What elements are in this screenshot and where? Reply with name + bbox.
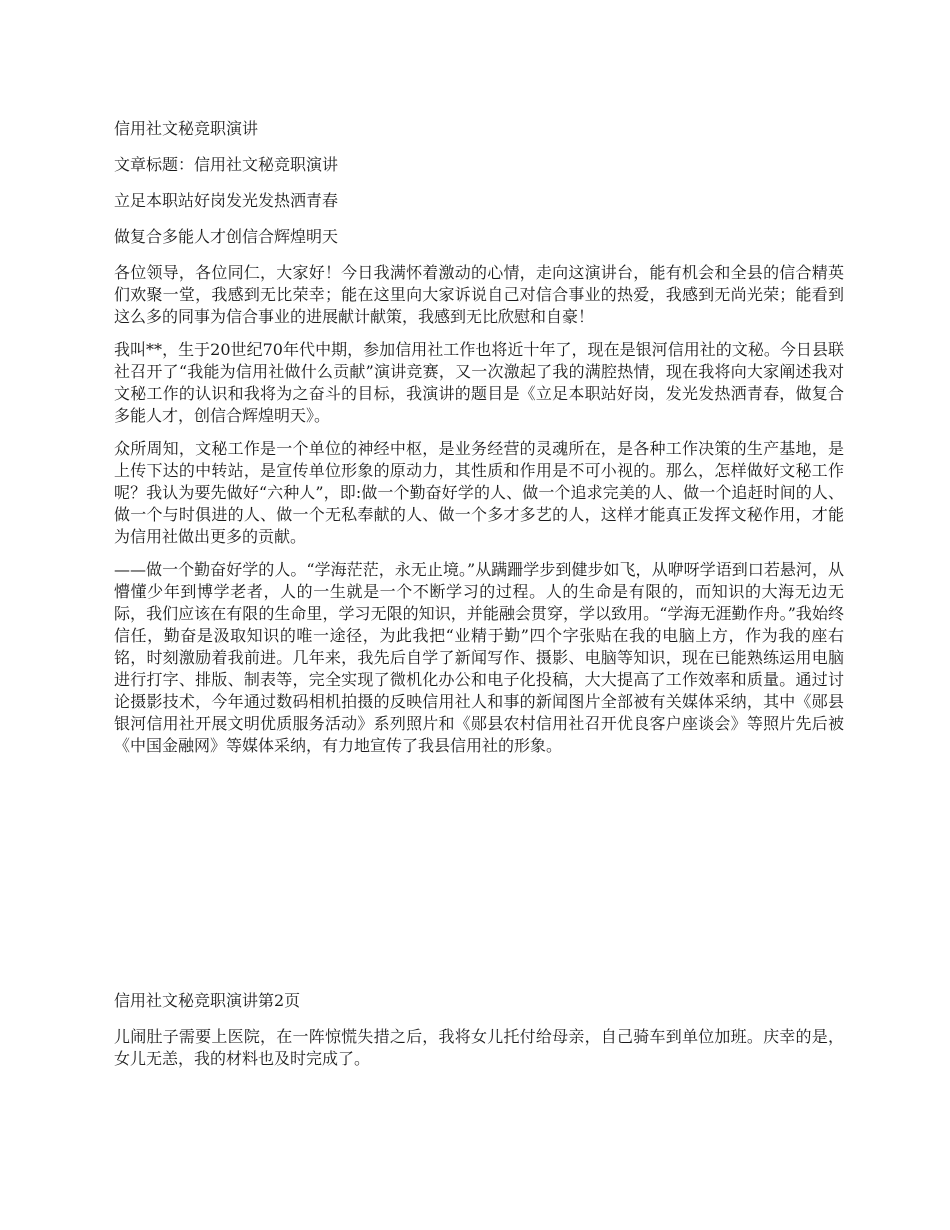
subtitle-1: 立足本职站好岗发光发热洒青春 (114, 191, 339, 210)
page-2-title: 信用社文秘竞职演讲第2页 (114, 991, 301, 1010)
paragraph-introduction: 我叫**，生于20世纪70年代中期，参加信用社工作也将近十年了，现在是银河信用社的文秘。今日县联社召开了“我能为信用社做什么贡献”演讲竞赛，又一次激起了我的满腔热情，现在我将向大家阐述我对文秘工作的认识和我将为之奋斗的目标，我演讲的题目是《立足本职站好岗，发光发热洒青春，做复合多能人才，创信合辉煌明天》。 (114, 340, 844, 425)
document-title: 信用社文秘竞职演讲 (114, 119, 259, 138)
subtitle-2: 做复合多能人才创信合辉煌明天 (114, 227, 339, 246)
paragraph-diligent-learner: ——做一个勤奋好学的人。“学海茫茫，永无止境。”从蹒跚学步到健步如飞，从咿呀学语到口若悬河，从懵懂少年到博学老者，人的一生就是一个不断学习的过程。人的生命是有限的，而知识的大海无边无际，我们应该在有限的生命里，学习无限的知识，并能融会贯穿，学以致用。“学海无涯勤作舟。”我始终信任，勤奋是汲取知识的唯一途径，为此我把“业精于勤”四个字张贴在我的电脑上方，作为我的座右铭，时刻激励着我前进。几年来，我先后自学了新闻写作、摄影、电脑等知识，现在已能熟练运用电脑进行打字、排版、制表等，完全实现了微机化办公和电子化投稿，大大提高了工作效率和质量。通过讨论摄影技术，今年通过数码相机拍摄的反映信用社人和事的新闻图片全部被有关媒体采纳，其中《郧县银河信用社开展文明优质服务活动》系列照片和《郧县农村信用社召开优良客户座谈会》等照片先后被《中国金融网》等媒体采纳，有力地宣传了我县信用社的形象。 (114, 560, 844, 755)
paragraph-greeting: 各位领导，各位同仁，大家好！今日我满怀着激动的心情，走向这演讲台，能有机会和全县的信合精英们欢聚一堂，我感到无比荣幸；能在这里向大家诉说自己对信合事业的热爱，我感到无尚光荣；能看到这么多的同事为信合事业的进展献计献策，我感到无比欣慰和自豪！ (114, 263, 844, 326)
article-title: 文章标题：信用社文秘竞职演讲 (114, 155, 339, 174)
paragraph-six-kinds: 众所周知，文秘工作是一个单位的神经中枢，是业务经营的灵魂所在，是各种工作决策的生产基地，是上传下达的中转站，是宣传单位形象的原动力，其性质和作用是不可小视的。那么，怎样做好文秘工作呢？我认为要先做好“六种人”，即:做一个勤奋好学的人、做一个追求完美的人、做一个追赶时间的人、做一个与时俱进的人、做一个无私奉献的人、做一个多才多艺的人，这样才能真正发挥文秘作用，才能为信用社做出更多的贡献。 (114, 439, 844, 546)
page-2-content (114, 990, 844, 1081)
page-2-paragraph: 儿闹肚子需要上医院，在一阵惊慌失措之后，我将女儿托付给母亲，自己骑车到单位加班。庆幸的是，女儿无恙，我的材料也及时完成了。 (114, 1027, 844, 1068)
page-1-content (114, 118, 844, 768)
